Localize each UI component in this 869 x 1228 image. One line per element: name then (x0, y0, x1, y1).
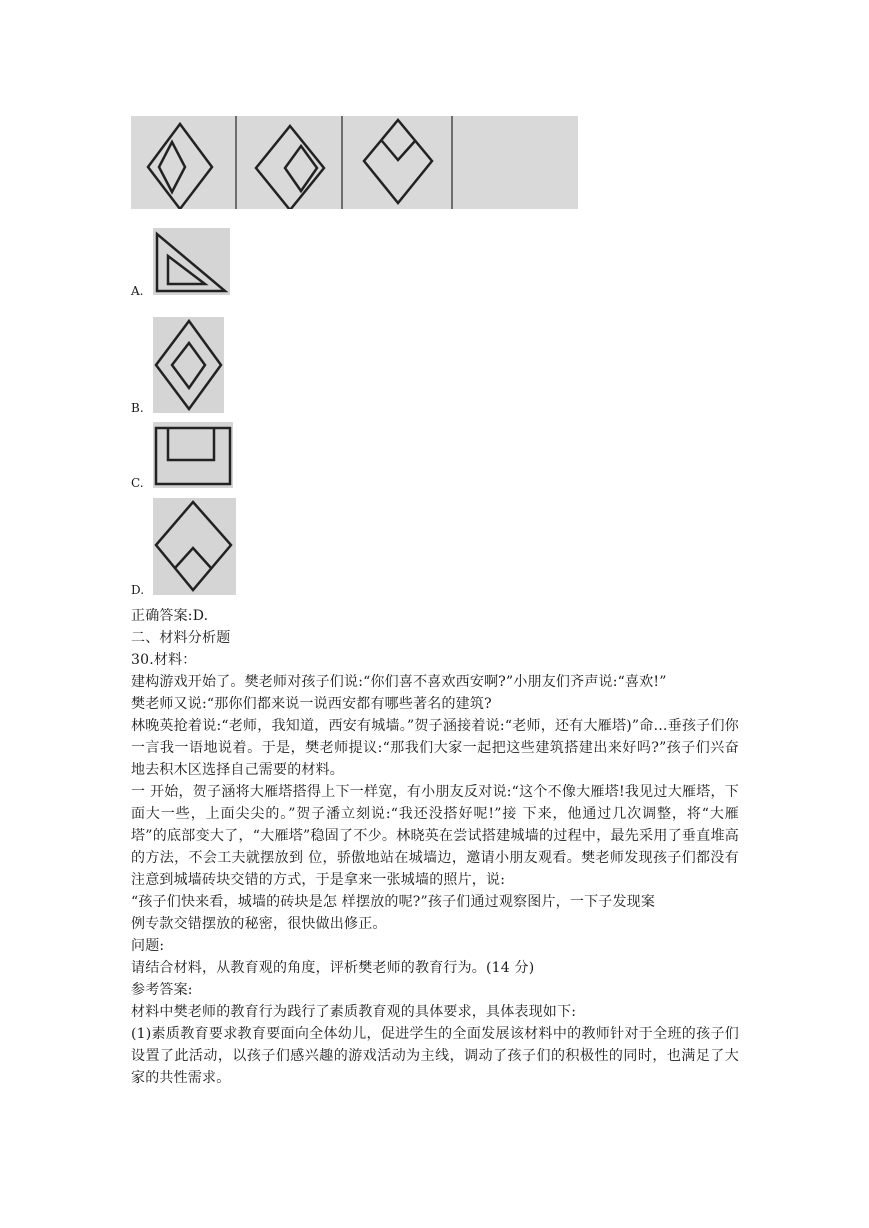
reference-answer-label: 参考答案: (131, 982, 193, 998)
option-a-label: A. (131, 284, 144, 298)
reference-answer-point-1: (1)素质教育要求教育要面向全体幼儿，促进学生的全面发展该材料中的教师针对于全班的孩子们设置了此活动，以孩子们感兴趣的游戏活动为主线，调动了孩子们的积极性的同时，也满足了大家的共性需求。 (131, 1026, 739, 1086)
option-b-label: B. (131, 401, 144, 415)
question-label: 问题: (131, 938, 165, 954)
option-d-image[interactable] (153, 498, 236, 595)
question-figure-strip (131, 116, 578, 209)
option-c-image[interactable] (153, 422, 233, 488)
material-paragraph-2: 樊老师又说:“那你们都来说一说西安都有哪些著名的建筑? (131, 696, 492, 712)
diamond-with-top-inner-diamond-icon (343, 116, 453, 209)
option-a-image[interactable] (153, 228, 230, 295)
material-paragraph-4: 一 开始，贺子涵将大雁塔搭得上下一样宽，有小朋友反对说:“这个不像大雁塔!我见过大雁塔，下面大一些，上面尖尖的。”贺子潘立刻说:“我还没搭好呢!”接 下来，他通过几次调整，将“大雁塔”的底部变大了，“大雁塔”稳固了不少。林晓英在尝试搭建城墙的过程中，最先采用了垂直堆高的方法，不会工夫就摆放到 位，骄傲地站在城墙边，邀请小朋友观看。樊老师发现孩子们都没有注意到城墙砖块交错的方式，于是拿来一张城墙的照片，说: (131, 784, 739, 888)
question-text: 请结合材料，从教育观的角度，评析樊老师的教育行为。(14 分) (131, 960, 535, 976)
figure-2 (237, 116, 343, 209)
diamond-with-right-inner-diamond-icon (237, 116, 343, 209)
material-paragraph-3: 林晚英抢着说:“老师，我知道，西安有城墙。”贺子涵接着说:“老师，还有大雁塔)”命…垂孩子们你一言我一语地说着。于是，樊老师提议:“那我们大家一起把这些建筑搭建出来好吗?”孩子们兴奋地去积木区选择自己需要的材料。 (131, 718, 739, 778)
option-c-label: C. (131, 476, 144, 490)
document-text (131, 605, 739, 1089)
material-paragraph-6: 例专款交错摆放的秘密，很快做出修正。 (131, 916, 387, 932)
nested-diamond-icon (153, 317, 224, 413)
diamond-with-left-inner-diamond-icon (131, 116, 237, 209)
reference-answer-intro: 材料中樊老师的教育行为践行了素质教育观的具体要求，具体表现如下: (131, 1004, 577, 1020)
figure-1 (131, 116, 237, 209)
diamond-with-bottom-inner-diamond-icon (153, 498, 236, 595)
nested-square-icon (153, 422, 233, 488)
figure-4-blank (453, 116, 578, 209)
question-number: 30.材料： (131, 652, 197, 668)
nested-triangle-icon (153, 228, 230, 295)
material-paragraph-1: 建构游戏开始了。樊老师对孩子们说:“你们喜不喜欢西安啊?”小朋友们齐声说:“喜欢!” (131, 674, 667, 690)
correct-answer: 正确答案:D. (131, 608, 209, 624)
figure-3 (343, 116, 453, 209)
section-heading: 二、材料分析题 (131, 630, 231, 646)
option-d-label: D. (131, 583, 145, 597)
option-b-image[interactable] (153, 317, 224, 413)
material-paragraph-5: “孩子们快来看，城墙的砖块是怎 样摆放的呢?”孩子们通过观察图片，一下子发现案 (131, 894, 656, 910)
